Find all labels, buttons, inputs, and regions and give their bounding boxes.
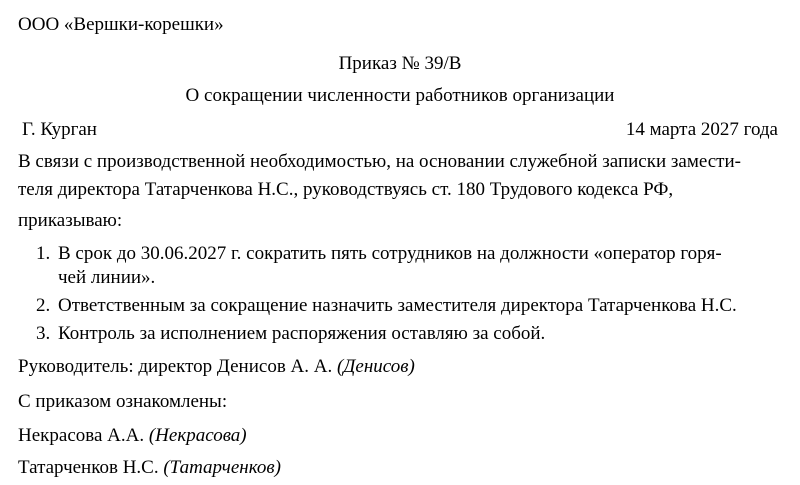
acquainted-name: Татарченков Н.С. bbox=[18, 457, 159, 478]
item-text-line: чей линии». bbox=[58, 267, 156, 288]
order-title: Приказ № 39/В bbox=[338, 53, 462, 74]
head-signature: (Денисов) bbox=[336, 356, 415, 377]
preamble-line-1: В связи с производственной необходимостью, на основании служебной записки замести- bbox=[18, 151, 741, 172]
acquainted-signature: (Татарченков) bbox=[163, 457, 281, 478]
acquainted-signature: (Некрасова) bbox=[148, 425, 247, 446]
order-date: 14 марта 2027 года bbox=[625, 119, 778, 140]
item-text-line: В срок до 30.06.2027 г. сократить пять сотрудников на должности «оператор горя- bbox=[58, 243, 722, 264]
acquainted-name: Некрасова А.А. bbox=[18, 425, 145, 446]
order-items-list bbox=[18, 242, 788, 350]
order-word: приказываю: bbox=[18, 210, 123, 231]
item-text-line: Контроль за исполнением распоряжения оставляю за собой. bbox=[58, 323, 546, 344]
head-signature-line bbox=[18, 355, 415, 379]
list-item bbox=[18, 322, 788, 346]
item-number: 1. bbox=[36, 243, 51, 264]
acquainted-row bbox=[18, 424, 247, 448]
item-number: 2. bbox=[36, 295, 51, 316]
head-label: Руководитель: директор Денисов А. А. bbox=[18, 356, 333, 377]
organization-name: ООО «Вершки-корешки» bbox=[18, 14, 224, 35]
item-text-line: Ответственным за сокращение назначить заместителя директора Татарченкова Н.С. bbox=[58, 295, 737, 316]
list-item bbox=[18, 294, 788, 318]
list-item bbox=[18, 242, 788, 290]
order-subject: О сокращении численности работников организации bbox=[185, 85, 615, 106]
acquainted-row bbox=[18, 456, 281, 480]
preamble-line-2: теля директора Татарченкова Н.С., руководствуясь ст. 180 Трудового кодекса РФ, bbox=[18, 179, 674, 200]
item-number: 3. bbox=[36, 323, 51, 344]
city: Г. Курган bbox=[22, 119, 97, 140]
acquainted-label: С приказом ознакомлены: bbox=[18, 391, 228, 412]
